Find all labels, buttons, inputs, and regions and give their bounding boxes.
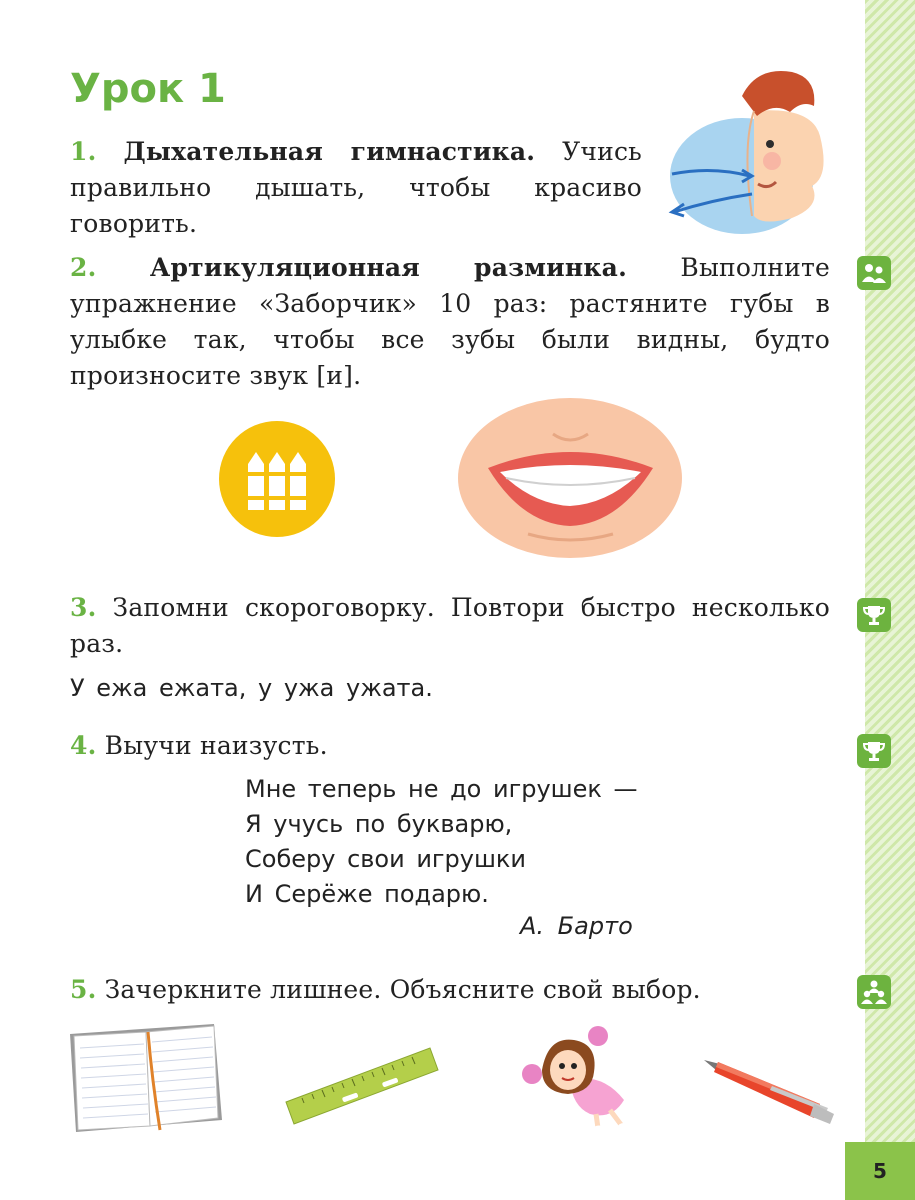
poem (245, 772, 638, 912)
doll-icon[interactable] (512, 1022, 642, 1132)
task-text: Выполните упражнение «Заборчик» 10 раз: растяните губы в улыбке так, чтобы все зубы были видны, будто произносите звук [и]. (70, 253, 830, 390)
poem-line: Я учусь по букварю, (245, 810, 513, 838)
task-number: 3. (70, 593, 97, 622)
task-heading: Артикуляционная разминка. (149, 253, 627, 282)
fence-icon (218, 420, 336, 538)
task-text: Запомни скороговорку. Повтори быстро несколько раз. (70, 593, 830, 658)
task-number: 1. (70, 137, 97, 166)
poem-line: Соберу свои игрушки (245, 845, 527, 873)
task-text: Зачеркните лишнее. Объясните свой выбор. (96, 975, 701, 1004)
task-number: 4. (70, 731, 97, 760)
pen-icon[interactable] (702, 1056, 837, 1126)
group-work-icon (857, 975, 891, 1009)
poem-line: И Серёже подарю. (245, 880, 489, 908)
poem-line: Мне теперь не до игрушек — (245, 775, 638, 803)
pair-work-icon (857, 256, 891, 290)
task-3 (70, 590, 830, 662)
ruler-icon[interactable] (282, 1040, 442, 1125)
breathing-boy-icon (662, 66, 842, 236)
task-4 (70, 728, 830, 764)
smiling-lips-icon (458, 396, 683, 561)
trophy-icon (857, 598, 891, 632)
task-5 (70, 972, 830, 1008)
task-2 (70, 250, 830, 394)
task-heading: Дыхательная гимнастика. (123, 137, 536, 166)
task-1 (70, 134, 642, 242)
task-number: 2. (70, 253, 97, 282)
task-text: Учись правильно дышать, чтобы красиво говорить. (70, 137, 642, 238)
lesson-title: Урок 1 (70, 66, 226, 112)
trophy-icon (857, 734, 891, 768)
task-number: 5. (70, 975, 97, 1004)
poem-author: А. Барто (520, 912, 633, 940)
task-text: Выучи наизусть. (96, 731, 328, 760)
tongue-twister: У ежа ежата, у ужа ужата. (70, 674, 433, 702)
notebook-icon[interactable] (66, 1020, 226, 1135)
page-number: 5 (845, 1142, 915, 1200)
